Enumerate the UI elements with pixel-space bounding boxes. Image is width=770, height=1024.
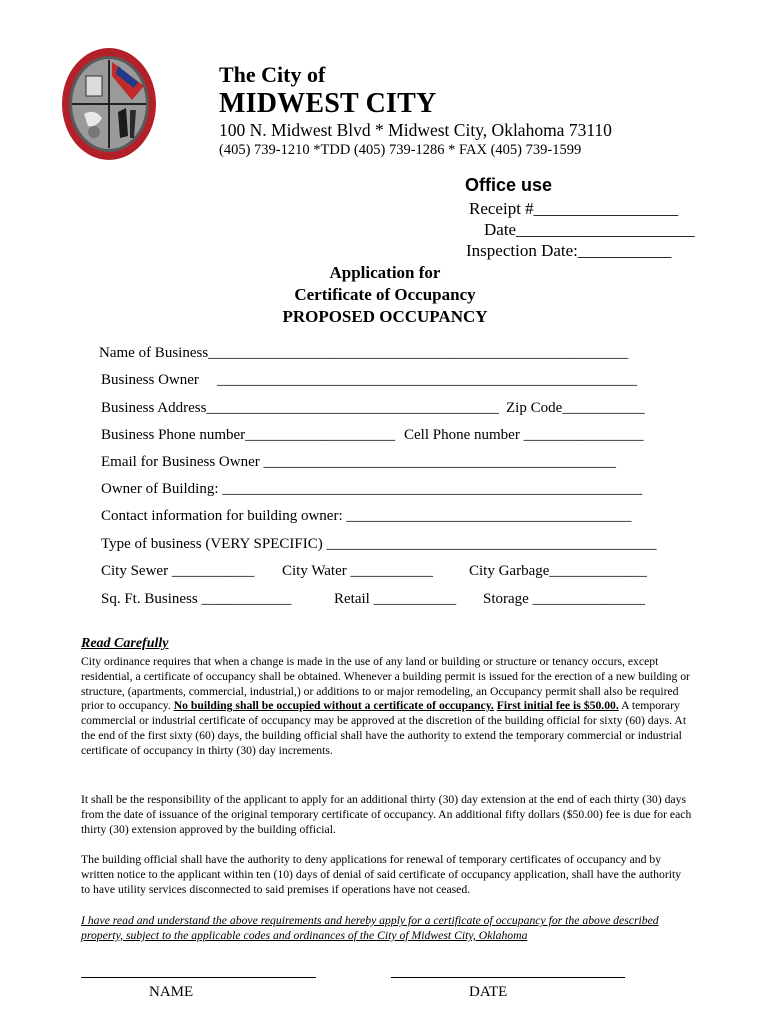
building-owner-contact-field[interactable]: Contact information for building owner: ______________________________________ <box>101 508 632 524</box>
business-owner-field[interactable]: ________________________________________________________ <box>217 372 637 388</box>
office-date-field[interactable]: Date_____________________ <box>484 220 695 239</box>
acknowledgement-statement: I have read and understand the above requirements and hereby apply for a certificate of occupancy for the above described property, subject to the applicable codes and ordinances of the City of Midwest City, Oklahoma <box>81 914 659 942</box>
receipt-field[interactable]: Receipt #_________________ <box>469 199 679 218</box>
form-title-line3: PROPOSED OCCUPANCY <box>282 307 488 326</box>
read-carefully-heading: Read Carefully <box>81 636 169 651</box>
business-phone-field[interactable]: Business Phone number____________________ <box>101 427 396 443</box>
denial-paragraph: The building official shall have the authority to deny applications for renewal of temporary certificates of occupancy and by written notice to the applicant within ten (10) days of denial of said certificate of occupancy application, shall have the authority to have utility services disconnected to said premises if operations have not ceased. <box>81 853 682 896</box>
business-address-field[interactable]: Business Address_______________________________________ <box>101 400 499 416</box>
city-address: 100 N. Midwest Blvd * Midwest City, Oklahoma 73110 <box>219 120 612 140</box>
city-water-field[interactable]: City Water ___________ <box>282 563 434 579</box>
name-signature-line[interactable] <box>81 977 316 978</box>
city-garbage-field[interactable]: City Garbage_____________ <box>469 563 647 579</box>
cell-phone-field[interactable]: Cell Phone number ________________ <box>404 427 644 443</box>
ordinance-warning: No building shall be occupied without a certificate of occupancy. <box>173 699 494 713</box>
city-name-heading: MIDWEST CITY <box>219 88 437 119</box>
name-of-business-field[interactable]: Name of Business________________________________________________________ <box>99 345 629 361</box>
initial-fee-text: First initial fee is $50.00. <box>496 699 619 713</box>
business-owner-label: Business Owner <box>101 372 199 388</box>
ordinance-paragraph <box>81 655 693 759</box>
city-sewer-field[interactable]: City Sewer ___________ <box>101 563 255 579</box>
date-label: DATE <box>469 984 508 1000</box>
office-use-title: Office use <box>465 175 553 195</box>
city-phone-numbers: (405) 739-1210 *TDD (405) 739-1286 * FAX (405) 739-1599 <box>219 142 582 158</box>
city-seal-logo <box>60 46 158 162</box>
email-field[interactable]: Email for Business Owner _______________________________________________ <box>101 454 616 470</box>
extension-paragraph: It shall be the responsibility of the applicant to apply for an additional thirty (30) day extension at the end of each thirty (30) days from the date of issuance of the original temporary certificate of occupancy. An additional fifty dollars ($50.00) fee is due for each thirty (30) extension approved by the building official. <box>81 793 692 836</box>
sqft-storage-field[interactable]: Storage _______________ <box>483 591 646 607</box>
zip-code-field[interactable]: Zip Code___________ <box>506 400 645 416</box>
city-of-heading: The City of <box>219 62 326 87</box>
ordinance-text-a: City ordinance requires that when a change is made in the use of any land or building or structure or tenancy occurs, except residential, a certificate of occupancy shall be obtained. Whenever a building permit is issued for the erection of a new building or structure, (apartments, commercial, industrial,) or additions to or major remodeling, an Occupancy permit shall also be required prior to occupancy. <box>81 655 690 713</box>
date-signature-line[interactable] <box>391 977 625 978</box>
name-label: NAME <box>149 984 194 1000</box>
form-title-line2: Certificate of Occupancy <box>294 285 476 304</box>
sqft-business-field[interactable]: Sq. Ft. Business ____________ <box>101 591 292 607</box>
owner-of-building-field[interactable]: Owner of Building: ________________________________________________________ <box>101 481 643 497</box>
inspection-date-field[interactable]: Inspection Date:___________ <box>466 241 672 260</box>
sqft-retail-field[interactable]: Retail ___________ <box>334 591 457 607</box>
type-of-business-field[interactable]: Type of business (VERY SPECIFIC) ____________________________________________ <box>101 536 657 552</box>
ordinance-text-d: A temporary commercial or industrial certificate of occupancy may be approved at the discretion of the building official for sixty (60) days. At the end of the first sixty (60) days, the building official shall have the authority to extend the temporary commercial or industrial certificate of occupancy in thirty (30) day increments. <box>81 699 687 757</box>
form-title-line1: Application for <box>329 263 441 282</box>
